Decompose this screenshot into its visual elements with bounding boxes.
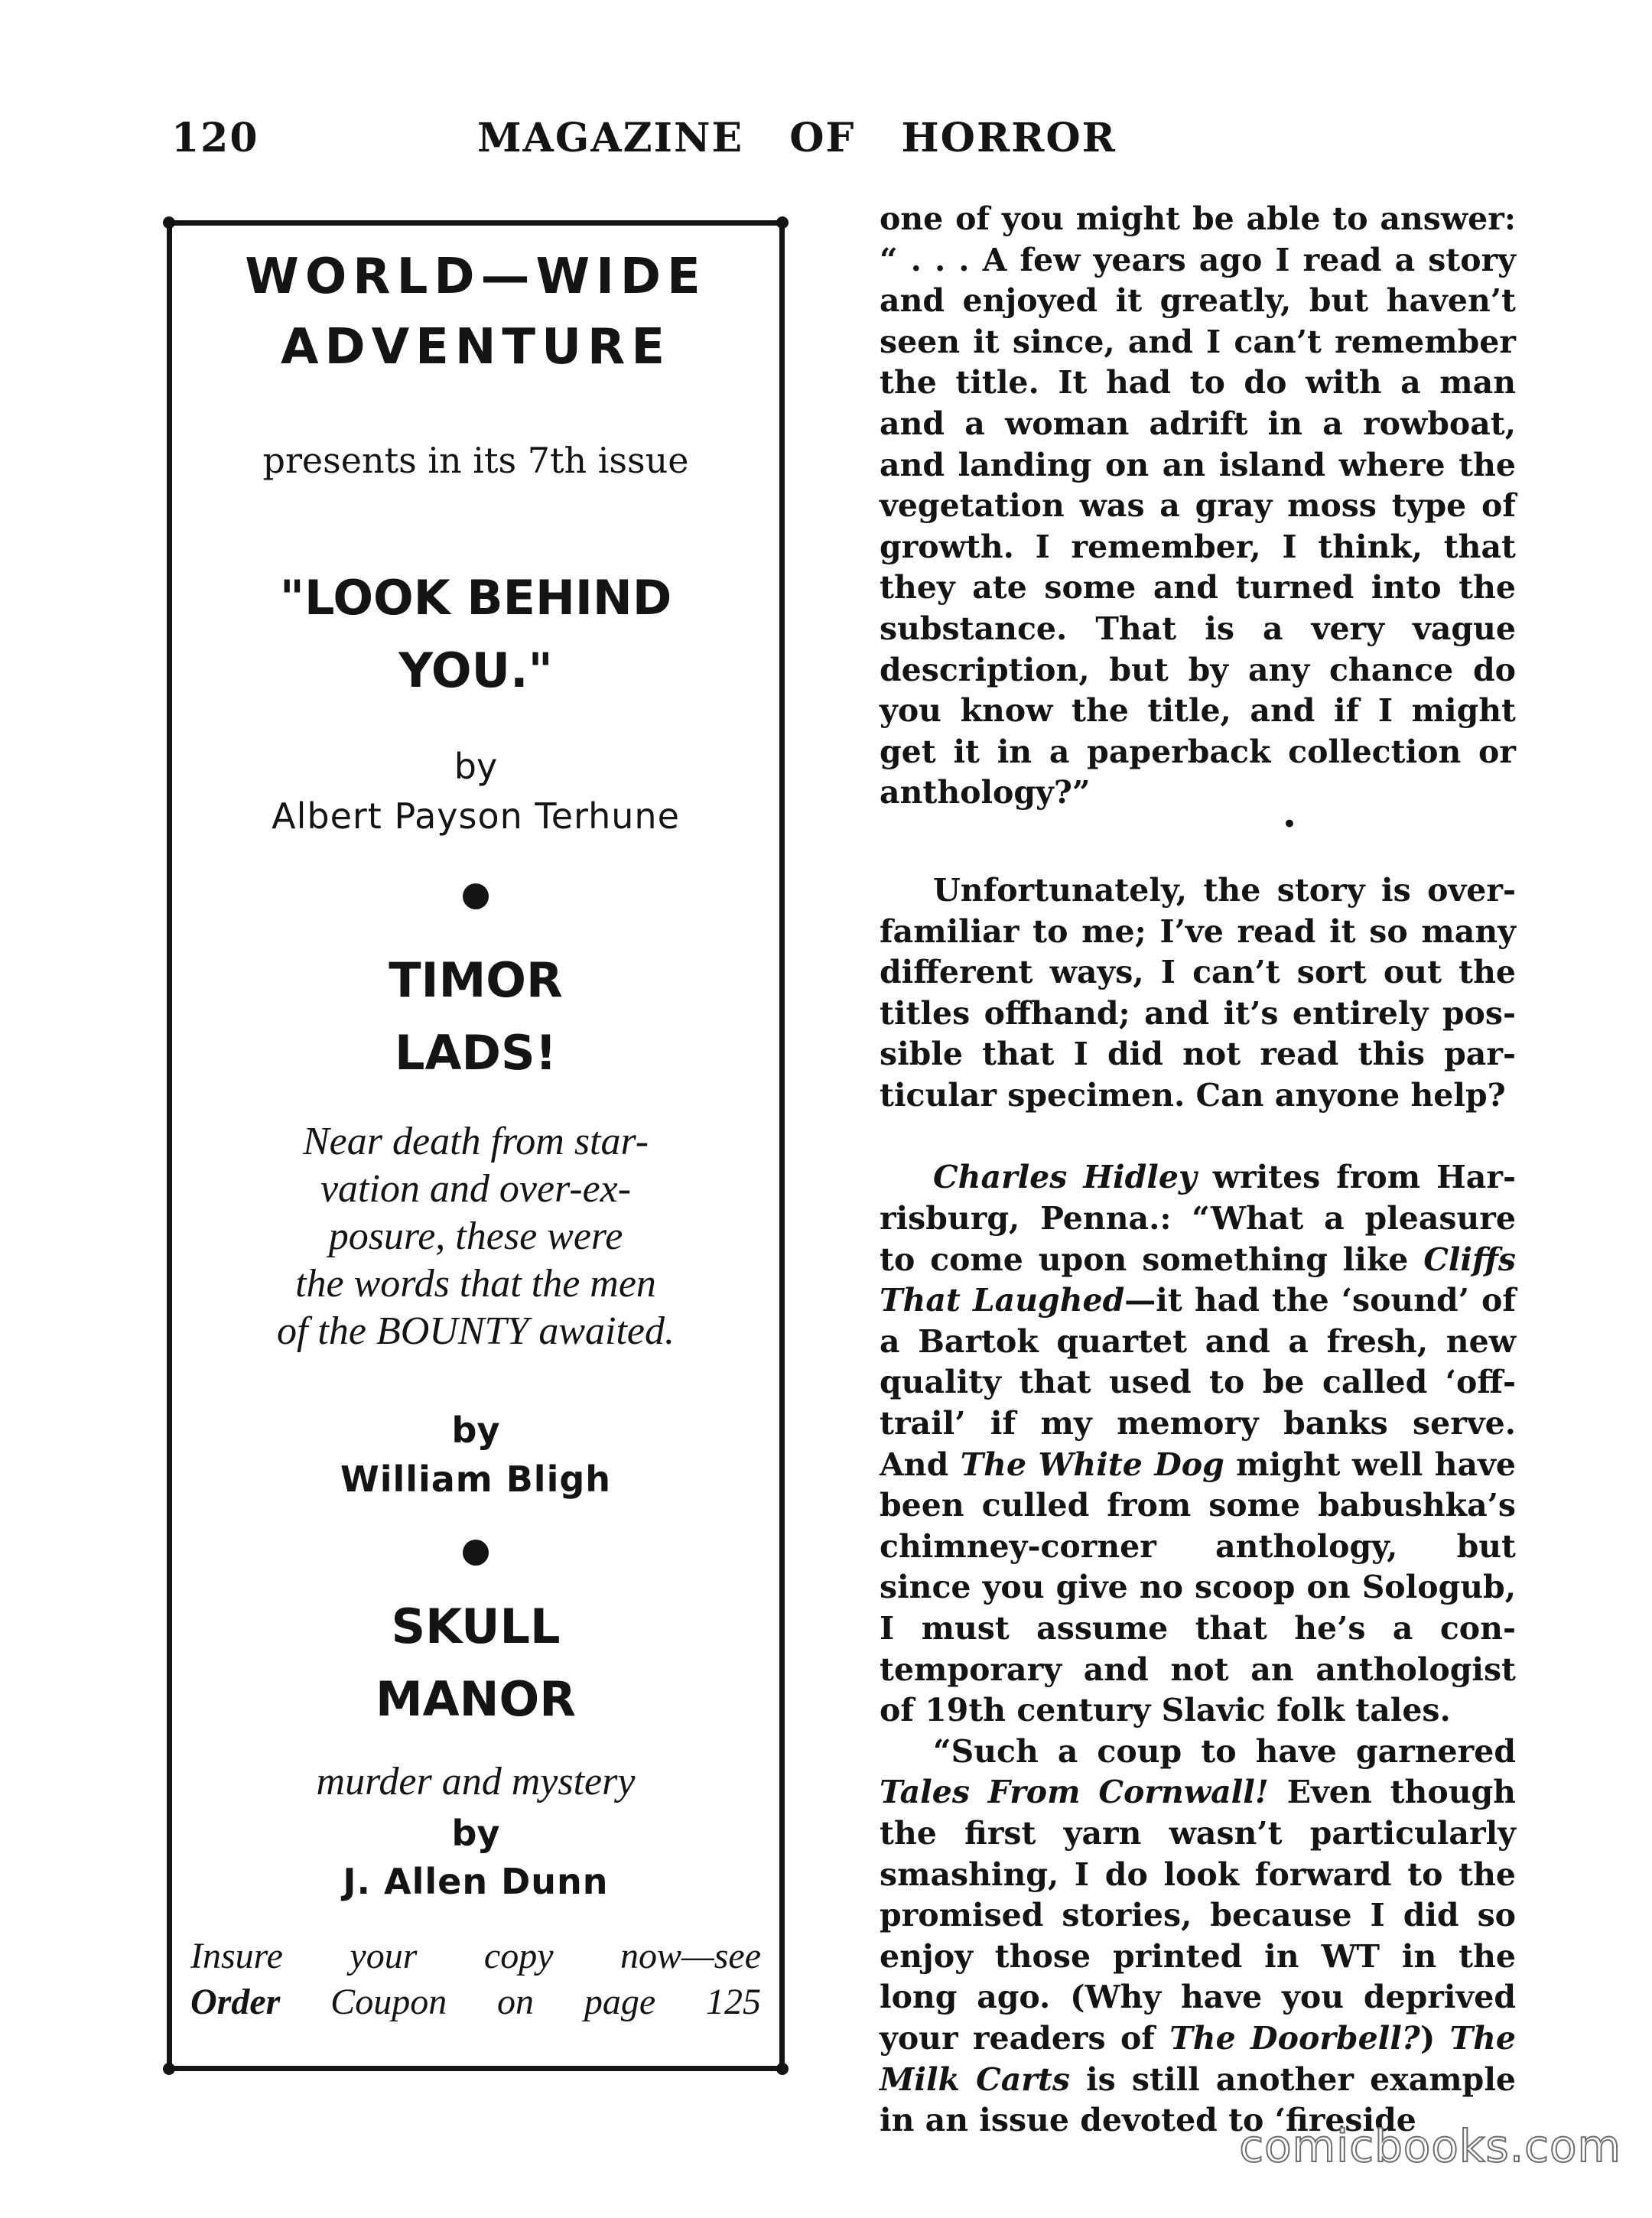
box-corner-ornament xyxy=(776,2063,789,2075)
publication-name-line2: ADVENTURE xyxy=(280,319,672,376)
story-title-ref: The White Dog xyxy=(960,1446,1224,1483)
page-number: 120 xyxy=(171,115,259,161)
letter-writer-name: Charles Hidley xyxy=(933,1159,1197,1196)
story3-by: by xyxy=(451,1813,500,1854)
story1-title-line1: "LOOK BEHIND xyxy=(279,570,672,626)
presents-line: presents in its 7th issue xyxy=(262,440,689,481)
advertisement-box xyxy=(167,220,785,2071)
letter-text: Even though the first yarn wasn’t particularly smashing, I do look forward to the promised stories, because I did so enjoy those printed in WT in the long ago. (Why have you deprived your readers of xyxy=(880,1774,1516,2057)
story2-blurb-line: vation and over-ex- xyxy=(320,1167,632,1211)
story1-author: Albert Payson Terhune xyxy=(272,795,680,837)
story-title-ref: The Doorbell? xyxy=(1169,2019,1420,2057)
story3-title-line1: SKULL xyxy=(391,1598,561,1654)
story2-blurb-line: posure, these were xyxy=(328,1215,623,1258)
story3-tagline: murder and mystery xyxy=(316,1760,636,1803)
story1-by: by xyxy=(454,746,498,787)
story2-title-line1: TIMOR xyxy=(389,952,563,1008)
story2-blurb-line: the words that the men xyxy=(295,1262,656,1306)
watermark-logo: comicbooks.com xyxy=(1239,2120,1621,2172)
box-corner-ornament xyxy=(163,2063,175,2075)
story3-author: J. Allen Dunn xyxy=(343,1861,609,1902)
letters-column xyxy=(880,199,1516,2142)
order-word: Order xyxy=(190,1982,281,2022)
running-header xyxy=(171,115,1395,168)
story-title-ref: The Milk Carts xyxy=(880,2019,1516,2098)
separator-dot: • xyxy=(1283,811,1296,837)
order-line2-text: Coupon on page 125 xyxy=(330,1982,761,2022)
separator-bullet xyxy=(463,883,489,909)
box-corner-ornament xyxy=(776,216,789,229)
letter-text: “Such a coup to have garnered xyxy=(933,1732,1516,1770)
running-title: MAGAZINE OF HORROR xyxy=(477,115,1117,161)
box-corner-ornament xyxy=(163,216,175,229)
story2-blurb-line: Near death from star- xyxy=(302,1120,649,1163)
story2-by: by xyxy=(451,1410,500,1451)
letter-text: is still another example in an issue devoted to ‘fireside xyxy=(880,2060,1516,2139)
letter-text: might well have been culled from some babushka’s chimney-corner anthology, but since you give no scoop on Sologub, I must assume that he’s a contemporary and not an anthologist of 19th century Slavic folk tales. xyxy=(880,1446,1516,1729)
letter-text: writes from Harrisburg, Penna.: “What a pleasure to come upon something like xyxy=(880,1159,1516,1278)
story2-author: William Bligh xyxy=(340,1459,612,1500)
order-line2 xyxy=(190,1981,761,2023)
story-title-ref: Tales From Cornwall! xyxy=(880,1774,1269,1811)
letter-paragraph-hidley xyxy=(880,1157,1516,1731)
story2-title-line2: LADS! xyxy=(395,1025,557,1081)
letter-paragraph-1: one of you might be able to answer: “ . . . A few years ago I read a story and enjoyed it greatly, but haven’t seen it since, and I can’t remember the title. It had to do with a man and a woman adrift in a rowboat, and landing on an island where the vegetation was a gray moss type of growth. I remember, I think, that they ate some and turned into the substance. That is a very vague description, but by any chance do you know the title, and if I might get it in a paperback collection or anthology?” xyxy=(880,200,1516,811)
publication-name-line1: WORLD—WIDE xyxy=(245,249,707,305)
editor-reply-paragraph: Unfortunately, the story is overfamiliar to me; I’ve read it so many different ways, I can’t sort out the titles offhand; and it’s entirely possible that I did not read this particular specimen. Can anyone help? xyxy=(880,871,1516,1114)
order-line1: Insure your copy now—see xyxy=(190,1936,761,1976)
letter-text: ) xyxy=(1419,2019,1450,2057)
story3-title-line2: MANOR xyxy=(375,1671,577,1727)
story2-blurb-line: of the BOUNTY awaited. xyxy=(276,1309,675,1353)
letter-paragraph-hidley-cont xyxy=(880,1732,1516,2142)
letter-text: —it had the ‘sound’ of a Bartok quartet and a fresh, new quality that used to be called ‘off-trail’ if my memory banks serve. And xyxy=(880,1282,1517,1483)
story1-title-line2: YOU." xyxy=(398,642,553,698)
separator-bullet xyxy=(463,1540,489,1566)
story-title-ref: Cliffs That Laughed xyxy=(880,1241,1516,1319)
